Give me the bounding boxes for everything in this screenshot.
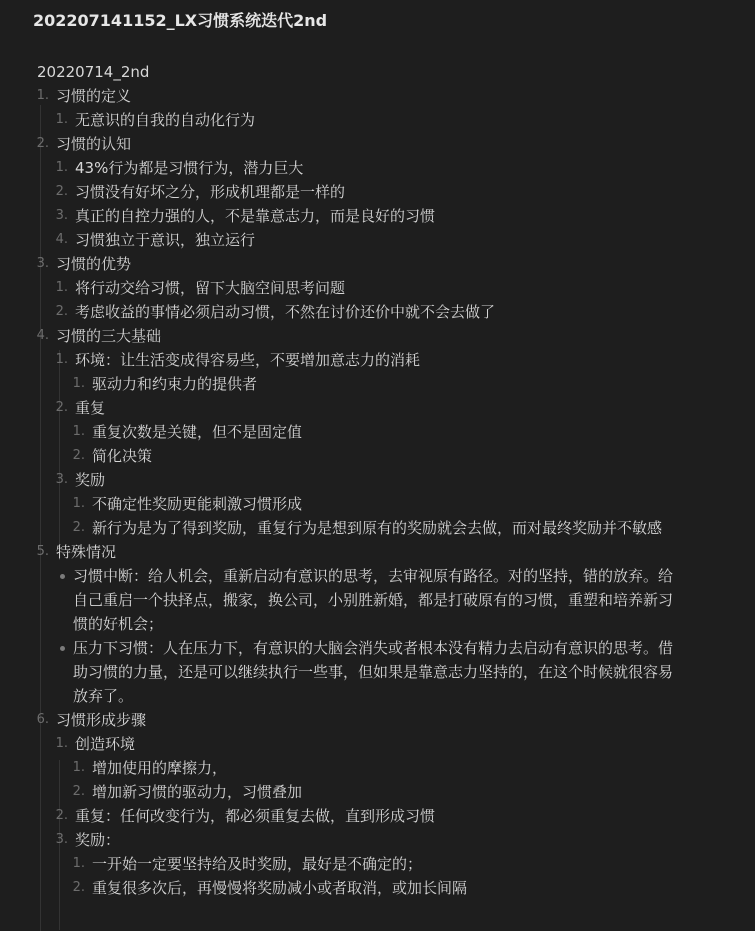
list-item-text: 增加新习惯的驱动力，习惯叠加: [92, 783, 303, 801]
list-number: 1.: [55, 160, 68, 175]
list-item-text: 习惯没有好坏之分，形成机理都是一样的: [75, 183, 346, 201]
list-item: [0, 324, 755, 348]
list-number: 1.: [55, 112, 68, 127]
list-number: 3.: [36, 256, 49, 271]
list-item: [0, 396, 755, 420]
list-item: [0, 828, 755, 852]
list-number: 2.: [72, 784, 85, 799]
list-item: [0, 492, 755, 516]
list-item-text: 习惯形成步骤: [56, 711, 147, 729]
list-item: [0, 876, 755, 900]
list-number: 4.: [55, 232, 68, 247]
list-number: 3.: [55, 208, 68, 223]
list-number: 1.: [55, 352, 68, 367]
list-item-text: 习惯独立于意识，独立运行: [75, 231, 256, 249]
list-number: 3.: [55, 472, 68, 487]
list-item-text: 重复次数是关键，但不是固定值: [92, 423, 303, 441]
list-number: 6.: [36, 712, 49, 727]
list-item-text: 创造环境: [75, 735, 136, 753]
list-number: 2.: [72, 448, 85, 463]
list-number: 2.: [55, 304, 68, 319]
list-item: [0, 780, 755, 804]
bullet-item-text: 压力下习惯：人在压力下，有意识的大脑会消失或者根本没有精力去启动有意识的思考。借助习惯的力量，还是可以继续执行一些事，但如果是靠意志力坚持的，在这个时候就很容易放弃了。: [73, 639, 674, 705]
list-item: [0, 132, 755, 156]
list-item-text: 不确定性奖励更能刺激习惯形成: [92, 495, 303, 513]
outline-list: [0, 60, 755, 900]
list-item-text: 考虑收益的事情必须启动习惯，不然在讨价还价中就不会去做了: [75, 303, 496, 321]
bullet-icon: [60, 574, 65, 579]
list-item: [0, 252, 755, 276]
list-item-text: 重复: [75, 399, 106, 417]
list-item-text: 增加使用的摩擦力，: [92, 759, 228, 777]
list-number: 2.: [55, 184, 68, 199]
list-item: [0, 804, 755, 828]
list-item-text: 将行动交给习惯，留下大脑空间思考问题: [75, 279, 346, 297]
list-item-text: 习惯的认知: [56, 135, 132, 153]
bullet-item-text: 习惯中断：给人机会，重新启动有意识的思考，去审视原有路径。对的坚持，错的放弃。给自己重启一个抉择点，搬家，换公司，小别胜新婚，都是打破原有的习惯，重塑和培养新习惯的好机会；: [73, 567, 674, 633]
list-item: [0, 756, 755, 780]
list-item: [0, 516, 755, 540]
list-item: [0, 348, 755, 372]
list-item-text: 奖励：: [75, 831, 121, 849]
list-item: [0, 444, 755, 468]
list-item-text: 新行为是为了得到奖励，重复行为是想到原有的奖励就会去做，而对最终奖励并不敏感: [92, 519, 663, 537]
list-number: 3.: [55, 832, 68, 847]
list-item: [0, 156, 755, 180]
list-item-text: 驱动力和约束力的提供者: [92, 375, 258, 393]
list-item-text: 习惯的三大基础: [56, 327, 162, 345]
list-item-text: 重复：任何改变行为，都必须重复去做，直到形成习惯: [75, 807, 436, 825]
list-item: [0, 204, 755, 228]
list-number: 2.: [72, 520, 85, 535]
list-number: 1.: [72, 856, 85, 871]
list-item-text: 习惯的优势: [56, 255, 132, 273]
list-item-text: 43%行为都是习惯行为，潜力巨大: [75, 159, 304, 177]
list-item-text: 简化决策: [92, 447, 153, 465]
bullet-item: [0, 636, 755, 708]
list-item: [0, 732, 755, 756]
list-item-text: 特殊情况: [56, 543, 117, 561]
list-number: 1.: [72, 760, 85, 775]
list-item-text: 真正的自控力强的人，不是靠意志力，而是良好的习惯: [75, 207, 436, 225]
list-number: 5.: [36, 544, 49, 559]
bullet-icon: [60, 646, 65, 651]
list-item-text: 奖励: [75, 471, 106, 489]
list-number: 4.: [36, 328, 49, 343]
list-item-text: 重复很多次后，再慢慢将奖励减小或者取消，或加长间隔: [92, 879, 468, 897]
list-item: [0, 300, 755, 324]
list-item-text: 一开始一定要坚持给及时奖励，最好是不确定的；: [92, 855, 423, 873]
list-number: 2.: [72, 880, 85, 895]
list-item: [0, 420, 755, 444]
list-item-text: 习惯的定义: [56, 87, 132, 105]
page-title: 202207141152_LX习惯系统迭代2nd: [33, 11, 328, 30]
list-item: [0, 708, 755, 732]
list-item-text: 无意识的自我的自动化行为: [75, 111, 256, 129]
list-item: [0, 108, 755, 132]
list-number: 2.: [36, 136, 49, 151]
list-number: 2.: [55, 400, 68, 415]
list-item: [0, 180, 755, 204]
list-item-text: 环境：让生活变成得容易些，不要增加意志力的消耗: [75, 351, 421, 369]
bullet-item: [0, 564, 755, 636]
list-item: [0, 540, 755, 564]
list-item: [0, 468, 755, 492]
list-item: [0, 372, 755, 396]
list-number: 1.: [55, 736, 68, 751]
list-number: 1.: [72, 376, 85, 391]
list-number: 1.: [72, 496, 85, 511]
list-number: 1.: [55, 280, 68, 295]
list-number: 1.: [72, 424, 85, 439]
list-item: [0, 276, 755, 300]
root-heading: 20220714_2nd: [37, 63, 150, 81]
list-item: [0, 852, 755, 876]
list-number: 2.: [55, 808, 68, 823]
list-number: 1.: [36, 88, 49, 103]
list-item: [0, 84, 755, 108]
list-item: [0, 228, 755, 252]
